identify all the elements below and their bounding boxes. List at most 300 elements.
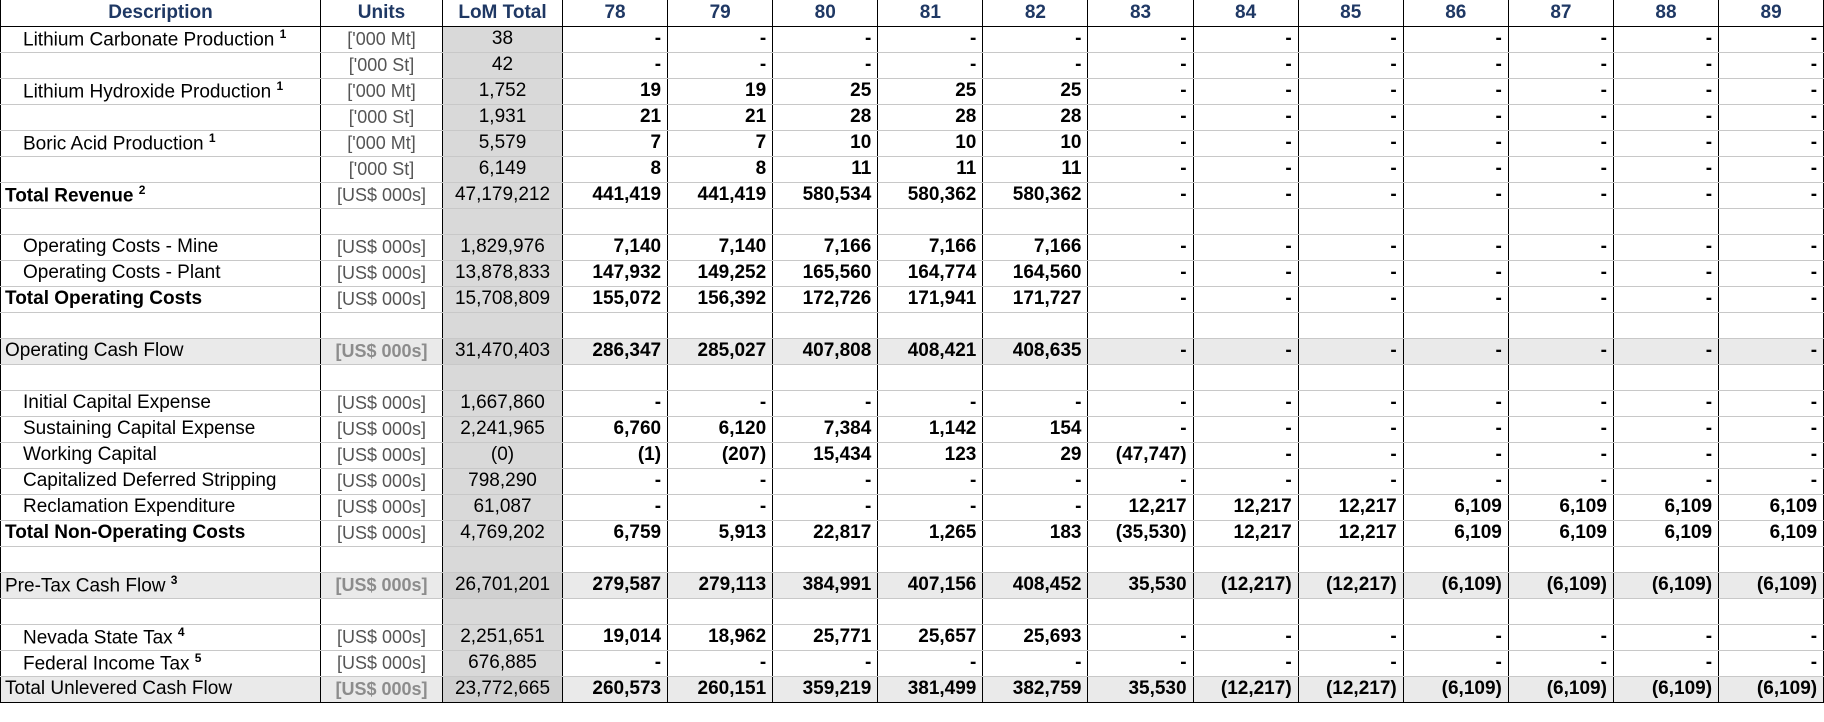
year-value-cell: 6,109	[1719, 520, 1824, 546]
year-value-cell: -	[1298, 650, 1403, 676]
year-value-cell: 580,362	[878, 182, 983, 208]
year-value-cell: -	[773, 468, 878, 494]
empty-cell	[668, 546, 773, 572]
year-value-cell: -	[1719, 390, 1824, 416]
empty-cell	[1719, 598, 1824, 624]
row-units: ['000 St]	[321, 52, 443, 78]
table-row	[1, 104, 1824, 130]
row-units: [US$ 000s]	[321, 286, 443, 312]
header-year: 78	[563, 0, 668, 26]
row-description	[1, 104, 321, 130]
year-value-cell: (35,530)	[1088, 520, 1193, 546]
year-value-cell: -	[1088, 78, 1193, 104]
empty-cell	[1403, 312, 1508, 338]
year-value-cell: -	[1719, 442, 1824, 468]
row-units: [US$ 000s]	[321, 442, 443, 468]
year-value-cell: 6,109	[1508, 520, 1613, 546]
year-value-cell: -	[1719, 52, 1824, 78]
empty-cell	[1193, 546, 1298, 572]
year-value-cell: 18,962	[668, 624, 773, 650]
year-value-cell: -	[1298, 260, 1403, 286]
year-value-cell: 260,573	[563, 676, 668, 702]
row-lom-total: 26,701,201	[443, 572, 563, 598]
empty-cell	[1719, 312, 1824, 338]
year-value-cell: -	[1719, 624, 1824, 650]
year-value-cell: (6,109)	[1403, 676, 1508, 702]
empty-cell	[1403, 546, 1508, 572]
row-description	[1, 156, 321, 182]
year-value-cell: 7,166	[773, 234, 878, 260]
row-units: [US$ 000s]	[321, 676, 443, 702]
year-value-cell: -	[1088, 650, 1193, 676]
year-value-cell: -	[1088, 130, 1193, 156]
year-value-cell: -	[1298, 234, 1403, 260]
row-description	[1, 416, 321, 442]
table-body	[1, 26, 1824, 702]
empty-cell	[668, 208, 773, 234]
year-value-cell: (6,109)	[1719, 572, 1824, 598]
year-value-cell: 171,941	[878, 286, 983, 312]
row-description	[1, 624, 321, 650]
header-year: 82	[983, 0, 1088, 26]
year-value-cell: -	[983, 494, 1088, 520]
empty-cell	[1088, 598, 1193, 624]
year-value-cell: 35,530	[1088, 676, 1193, 702]
year-value-cell: -	[773, 390, 878, 416]
empty-cell	[983, 364, 1088, 390]
year-value-cell: 35,530	[1088, 572, 1193, 598]
year-value-cell: 279,113	[668, 572, 773, 598]
year-value-cell: -	[1193, 416, 1298, 442]
year-value-cell: -	[1719, 130, 1824, 156]
empty-cell	[1, 312, 321, 338]
year-value-cell: 12,217	[1298, 494, 1403, 520]
year-value-cell: -	[1719, 650, 1824, 676]
row-units: [US$ 000s]	[321, 260, 443, 286]
year-value-cell: -	[1508, 182, 1613, 208]
year-value-cell: -	[1298, 286, 1403, 312]
year-value-cell: -	[1088, 234, 1193, 260]
row-description	[1, 650, 321, 676]
year-value-cell: 408,452	[983, 572, 1088, 598]
table-row	[1, 52, 1824, 78]
year-value-cell: -	[773, 494, 878, 520]
year-value-cell: 6,120	[668, 416, 773, 442]
year-value-cell: 382,759	[983, 676, 1088, 702]
row-label: Capitalized Deferred Stripping	[23, 470, 277, 491]
year-value-cell: -	[668, 494, 773, 520]
year-value-cell: 359,219	[773, 676, 878, 702]
row-label: Total Unlevered Cash Flow	[5, 678, 233, 699]
empty-cell	[1719, 208, 1824, 234]
year-value-cell: -	[668, 390, 773, 416]
year-value-cell: 155,072	[563, 286, 668, 312]
row-description	[1, 130, 321, 156]
row-description	[1, 260, 321, 286]
year-value-cell: 164,774	[878, 260, 983, 286]
year-value-cell: 12,217	[1088, 494, 1193, 520]
year-value-cell: -	[1508, 104, 1613, 130]
year-value-cell: 10	[773, 130, 878, 156]
year-value-cell: 29	[983, 442, 1088, 468]
table-row	[1, 494, 1824, 520]
empty-cell	[1088, 208, 1193, 234]
year-value-cell: 156,392	[668, 286, 773, 312]
row-description	[1, 442, 321, 468]
year-value-cell: 19	[563, 78, 668, 104]
year-value-cell: 7	[563, 130, 668, 156]
year-value-cell: 8	[668, 156, 773, 182]
year-value-cell: 11	[878, 156, 983, 182]
empty-cell	[878, 312, 983, 338]
year-value-cell: 25,657	[878, 624, 983, 650]
year-value-cell: -	[1719, 234, 1824, 260]
empty-cell	[668, 364, 773, 390]
spacer-row	[1, 312, 1824, 338]
year-value-cell: -	[1298, 416, 1403, 442]
year-value-cell: -	[1193, 78, 1298, 104]
empty-cell	[443, 364, 563, 390]
footnote-marker: 1	[208, 130, 216, 145]
header-year: 83	[1088, 0, 1193, 26]
year-value-cell: 147,932	[563, 260, 668, 286]
year-value-cell: -	[1193, 156, 1298, 182]
empty-cell	[1719, 546, 1824, 572]
row-description	[1, 520, 321, 546]
empty-cell	[983, 546, 1088, 572]
year-value-cell: -	[1088, 416, 1193, 442]
year-value-cell: 6,109	[1613, 494, 1718, 520]
row-label: Operating Costs - Plant	[23, 262, 221, 283]
year-value-cell: -	[563, 468, 668, 494]
year-value-cell: 8	[563, 156, 668, 182]
year-value-cell: -	[1193, 52, 1298, 78]
row-label: Federal Income Tax	[23, 653, 190, 675]
year-value-cell: -	[1088, 26, 1193, 52]
row-description	[1, 494, 321, 520]
year-value-cell: 6,109	[1508, 494, 1613, 520]
empty-cell	[563, 598, 668, 624]
year-value-cell: 407,156	[878, 572, 983, 598]
row-units: [US$ 000s]	[321, 624, 443, 650]
row-lom-total: 676,885	[443, 650, 563, 676]
year-value-cell: 408,635	[983, 338, 1088, 364]
year-value-cell: 441,419	[668, 182, 773, 208]
year-value-cell: -	[1298, 130, 1403, 156]
year-value-cell: 183	[983, 520, 1088, 546]
year-value-cell: -	[1613, 468, 1718, 494]
year-value-cell: -	[878, 390, 983, 416]
empty-cell	[321, 546, 443, 572]
year-value-cell: 25	[773, 78, 878, 104]
year-value-cell: -	[1088, 624, 1193, 650]
year-value-cell: (12,217)	[1298, 676, 1403, 702]
year-value-cell: 580,534	[773, 182, 878, 208]
year-value-cell: -	[1613, 338, 1718, 364]
row-label: Initial Capital Expense	[23, 392, 211, 413]
year-value-cell: -	[1508, 416, 1613, 442]
year-value-cell: -	[1719, 26, 1824, 52]
empty-cell	[1613, 546, 1718, 572]
year-value-cell: 149,252	[668, 260, 773, 286]
year-value-cell: -	[983, 650, 1088, 676]
year-value-cell: 7	[668, 130, 773, 156]
row-label: Operating Cash Flow	[5, 340, 184, 361]
year-value-cell: 6,109	[1613, 520, 1718, 546]
empty-cell	[321, 598, 443, 624]
year-value-cell: -	[1508, 624, 1613, 650]
year-value-cell: -	[1508, 442, 1613, 468]
year-value-cell: -	[1088, 286, 1193, 312]
year-value-cell: -	[1719, 104, 1824, 130]
year-value-cell: -	[1088, 156, 1193, 182]
row-label: Lithium Hydroxide Production	[23, 81, 272, 103]
row-lom-total: 4,769,202	[443, 520, 563, 546]
year-value-cell: -	[1403, 390, 1508, 416]
year-value-cell: -	[1193, 234, 1298, 260]
row-lom-total: 6,149	[443, 156, 563, 182]
row-lom-total: 47,179,212	[443, 182, 563, 208]
empty-cell	[1508, 598, 1613, 624]
header-year: 84	[1193, 0, 1298, 26]
year-value-cell: -	[878, 52, 983, 78]
year-value-cell: (207)	[668, 442, 773, 468]
year-value-cell: -	[1508, 390, 1613, 416]
row-lom-total: 15,708,809	[443, 286, 563, 312]
year-value-cell: 19,014	[563, 624, 668, 650]
row-lom-total: 5,579	[443, 130, 563, 156]
year-value-cell: -	[1403, 104, 1508, 130]
empty-cell	[1088, 312, 1193, 338]
table-row	[1, 442, 1824, 468]
year-value-cell: 407,808	[773, 338, 878, 364]
year-value-cell: -	[1193, 468, 1298, 494]
empty-cell	[1613, 312, 1718, 338]
year-value-cell: -	[1298, 182, 1403, 208]
year-value-cell: -	[1403, 182, 1508, 208]
row-units: [US$ 000s]	[321, 390, 443, 416]
empty-cell	[1508, 208, 1613, 234]
year-value-cell: 408,421	[878, 338, 983, 364]
row-label: Reclamation Expenditure	[23, 496, 236, 517]
empty-cell	[1, 208, 321, 234]
header-year: 87	[1508, 0, 1613, 26]
year-value-cell: -	[1508, 26, 1613, 52]
row-lom-total: 2,241,965	[443, 416, 563, 442]
empty-cell	[1403, 208, 1508, 234]
row-description	[1, 286, 321, 312]
year-value-cell: (6,109)	[1508, 676, 1613, 702]
year-value-cell: -	[1088, 52, 1193, 78]
row-lom-total: 42	[443, 52, 563, 78]
row-lom-total: 31,470,403	[443, 338, 563, 364]
year-value-cell: -	[1719, 260, 1824, 286]
year-value-cell: -	[983, 26, 1088, 52]
year-value-cell: -	[1613, 390, 1718, 416]
year-value-cell: 164,560	[983, 260, 1088, 286]
year-value-cell: -	[1719, 156, 1824, 182]
empty-cell	[1403, 598, 1508, 624]
year-value-cell: -	[1613, 416, 1718, 442]
year-value-cell: 580,362	[983, 182, 1088, 208]
year-value-cell: -	[1613, 104, 1718, 130]
table-row	[1, 78, 1824, 104]
empty-cell	[1298, 312, 1403, 338]
header-year: 80	[773, 0, 878, 26]
header-year: 88	[1613, 0, 1718, 26]
year-value-cell: -	[1088, 468, 1193, 494]
empty-cell	[983, 312, 1088, 338]
year-value-cell: (12,217)	[1298, 572, 1403, 598]
year-value-cell: -	[1193, 26, 1298, 52]
year-value-cell: (1)	[563, 442, 668, 468]
empty-cell	[878, 598, 983, 624]
year-value-cell: -	[1298, 26, 1403, 52]
year-value-cell: -	[1613, 130, 1718, 156]
year-value-cell: -	[878, 468, 983, 494]
year-value-cell: 28	[773, 104, 878, 130]
row-description	[1, 182, 321, 208]
year-value-cell: -	[563, 26, 668, 52]
year-value-cell: 7,140	[668, 234, 773, 260]
empty-cell	[1088, 364, 1193, 390]
year-value-cell: -	[1088, 260, 1193, 286]
empty-cell	[1, 546, 321, 572]
row-lom-total: 1,667,860	[443, 390, 563, 416]
year-value-cell: 25,693	[983, 624, 1088, 650]
year-value-cell: 6,109	[1403, 520, 1508, 546]
row-description	[1, 338, 321, 364]
row-units: ['000 St]	[321, 104, 443, 130]
empty-cell	[1298, 598, 1403, 624]
year-value-cell: -	[563, 52, 668, 78]
year-value-cell: -	[1298, 156, 1403, 182]
year-value-cell: 6,760	[563, 416, 668, 442]
year-value-cell: -	[1508, 156, 1613, 182]
year-value-cell: -	[1403, 130, 1508, 156]
year-value-cell: 381,499	[878, 676, 983, 702]
row-units: [US$ 000s]	[321, 234, 443, 260]
empty-cell	[983, 598, 1088, 624]
footnote-marker: 1	[276, 78, 284, 93]
row-description	[1, 468, 321, 494]
year-value-cell: -	[1719, 416, 1824, 442]
row-units: [US$ 000s]	[321, 650, 443, 676]
year-value-cell: -	[1403, 442, 1508, 468]
empty-cell	[878, 208, 983, 234]
year-value-cell: -	[563, 650, 668, 676]
year-value-cell: (6,109)	[1613, 676, 1718, 702]
empty-cell	[563, 364, 668, 390]
row-label: Working Capital	[23, 444, 157, 465]
empty-cell	[668, 598, 773, 624]
empty-cell	[1403, 364, 1508, 390]
table-row	[1, 416, 1824, 442]
empty-cell	[1298, 546, 1403, 572]
year-value-cell: -	[1088, 182, 1193, 208]
empty-cell	[321, 312, 443, 338]
year-value-cell: 25	[878, 78, 983, 104]
year-value-cell: -	[1298, 338, 1403, 364]
empty-cell	[773, 546, 878, 572]
year-value-cell: -	[1403, 416, 1508, 442]
row-label: Total Non-Operating Costs	[5, 522, 246, 543]
row-lom-total: 1,931	[443, 104, 563, 130]
year-value-cell: -	[1193, 338, 1298, 364]
year-value-cell: 260,151	[668, 676, 773, 702]
year-value-cell: 21	[668, 104, 773, 130]
year-value-cell: -	[1508, 468, 1613, 494]
year-value-cell: 6,759	[563, 520, 668, 546]
year-value-cell: -	[1613, 260, 1718, 286]
year-value-cell: (6,109)	[1719, 676, 1824, 702]
year-value-cell: -	[1298, 442, 1403, 468]
year-value-cell: -	[668, 468, 773, 494]
year-value-cell: -	[1613, 52, 1718, 78]
year-value-cell: 21	[563, 104, 668, 130]
empty-cell	[1193, 598, 1298, 624]
row-label: Operating Costs - Mine	[23, 236, 219, 257]
year-value-cell: -	[1298, 52, 1403, 78]
year-value-cell: (47,747)	[1088, 442, 1193, 468]
empty-cell	[773, 312, 878, 338]
year-value-cell: -	[1613, 442, 1718, 468]
table-row	[1, 676, 1824, 702]
table-row	[1, 130, 1824, 156]
year-value-cell: 279,587	[563, 572, 668, 598]
row-label: Boric Acid Production	[23, 133, 204, 155]
empty-cell	[773, 208, 878, 234]
year-value-cell: 441,419	[563, 182, 668, 208]
empty-cell	[773, 364, 878, 390]
empty-cell	[1193, 208, 1298, 234]
year-value-cell: -	[1403, 338, 1508, 364]
empty-cell	[878, 546, 983, 572]
year-value-cell: -	[1088, 338, 1193, 364]
row-lom-total: 61,087	[443, 494, 563, 520]
year-value-cell: -	[1719, 468, 1824, 494]
year-value-cell: (12,217)	[1193, 572, 1298, 598]
year-value-cell: 6,109	[1719, 494, 1824, 520]
header-row	[1, 0, 1824, 26]
year-value-cell: -	[1193, 390, 1298, 416]
spacer-row	[1, 546, 1824, 572]
table-row	[1, 156, 1824, 182]
footnote-marker: 1	[279, 26, 287, 41]
year-value-cell: -	[773, 26, 878, 52]
year-value-cell: -	[1403, 78, 1508, 104]
year-value-cell: -	[1508, 338, 1613, 364]
year-value-cell: -	[878, 26, 983, 52]
empty-cell	[983, 208, 1088, 234]
table-row	[1, 26, 1824, 52]
year-value-cell: -	[1719, 338, 1824, 364]
year-value-cell: 286,347	[563, 338, 668, 364]
empty-cell	[1298, 208, 1403, 234]
row-label: Lithium Carbonate Production	[23, 29, 275, 51]
row-lom-total: 13,878,833	[443, 260, 563, 286]
empty-cell	[443, 598, 563, 624]
row-lom-total: 1,829,976	[443, 234, 563, 260]
row-label: Total Operating Costs	[5, 288, 203, 309]
year-value-cell: -	[1508, 52, 1613, 78]
header-year: 86	[1403, 0, 1508, 26]
table-row	[1, 624, 1824, 650]
year-value-cell: -	[983, 390, 1088, 416]
year-value-cell: -	[1613, 286, 1718, 312]
year-value-cell: -	[1088, 390, 1193, 416]
year-value-cell: -	[668, 52, 773, 78]
